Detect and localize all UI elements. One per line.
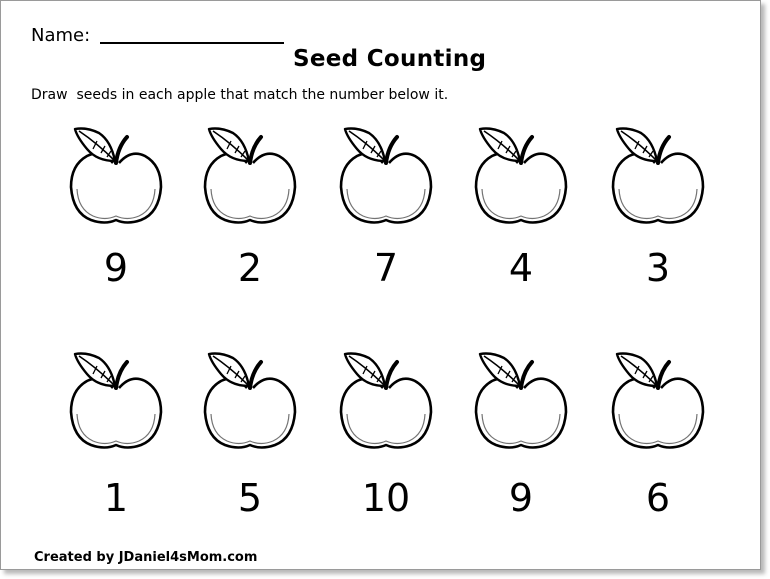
apple-number: 10 (361, 476, 411, 520)
name-label: Name: (31, 25, 91, 46)
apple-icon (466, 119, 576, 229)
instructions-text: Draw seeds in each apple that match the number below it. (31, 87, 449, 103)
apple-icon (61, 119, 171, 229)
apple-icon (195, 344, 305, 454)
apple-number: 4 (508, 246, 534, 290)
apple-icon (195, 119, 305, 229)
apple-icon (61, 344, 171, 454)
apple-number: 7 (373, 246, 399, 290)
worksheet-title: Seed Counting (293, 46, 487, 72)
apple-icon (331, 119, 441, 229)
apple-number: 2 (237, 246, 263, 290)
apple-icon (331, 344, 441, 454)
apple-icon (466, 344, 576, 454)
apple-number: 3 (645, 246, 671, 290)
name-blank-line (100, 42, 284, 44)
apple-number: 1 (103, 476, 129, 520)
apple-number: 6 (645, 476, 671, 520)
apple-number: 9 (508, 476, 534, 520)
apple-icon (603, 344, 713, 454)
apple-icon (603, 119, 713, 229)
apple-number: 9 (103, 246, 129, 290)
apple-number: 5 (237, 476, 263, 520)
name-field-row (31, 25, 284, 46)
credit-text: Created by JDaniel4sMom.com (34, 550, 258, 565)
